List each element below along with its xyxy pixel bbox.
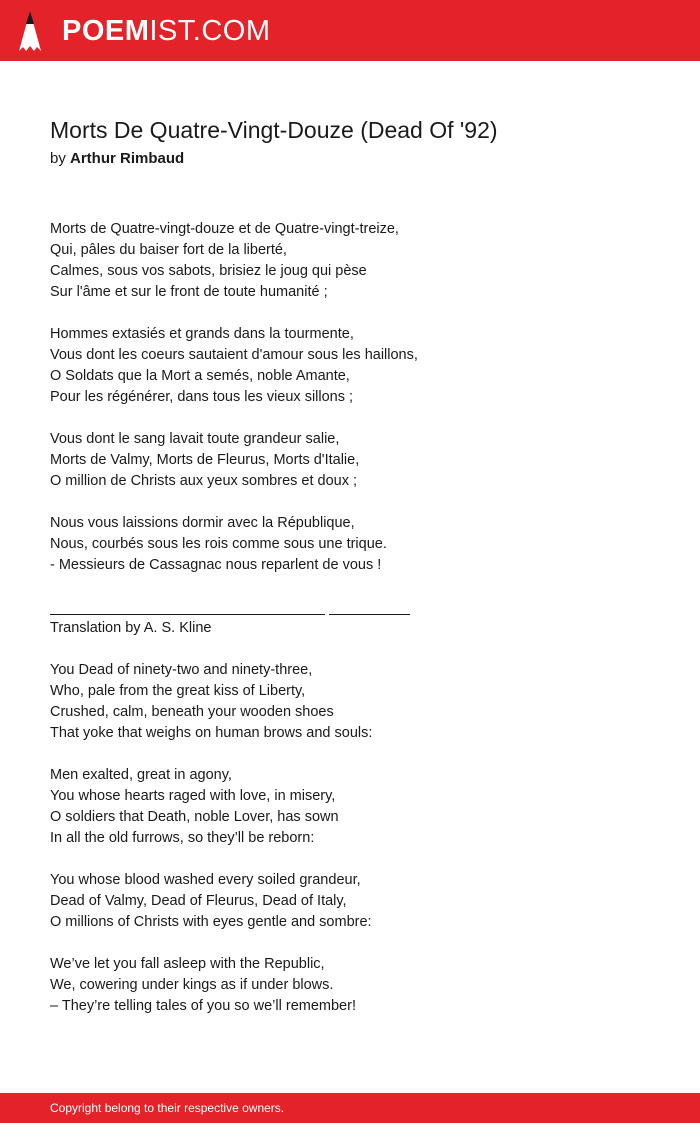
translation-credit: Translation by A. S. Kline: [50, 620, 212, 636]
poem-line: Sur l'âme et sur le front de toute humanité ;: [50, 284, 328, 300]
translation-line: You whose blood washed every soiled grandeur,: [50, 872, 361, 888]
poem-line: Nous vous laissions dormir avec la République,: [50, 515, 355, 531]
translation-section: [50, 618, 650, 1038]
poem-line: Vous dont les coeurs sautaient d'amour sous les haillons,: [50, 347, 418, 363]
poem-stanza: [50, 429, 650, 492]
translation-line: O millions of Christs with eyes gentle and sombre:: [50, 914, 372, 930]
poem-line: Vous dont le sang lavait toute grandeur salie,: [50, 431, 340, 447]
site-logo[interactable]: [18, 10, 271, 52]
translation-stanza: [50, 765, 650, 849]
pencil-tip-icon: [18, 11, 42, 51]
poem-line: O million de Christs aux yeux sombres et doux ;: [50, 473, 358, 489]
site-header: [0, 0, 700, 61]
poem-line: Qui, pâles du baiser fort de la liberté,: [50, 242, 287, 258]
translation-line: – They’re telling tales of you so we’ll remember!: [50, 998, 356, 1014]
site-name-light: IST.COM: [149, 15, 271, 47]
poem-stanza: [50, 513, 650, 576]
poem-line: Hommes extasiés et grands dans la tourmente,: [50, 326, 354, 342]
translation-line: O soldiers that Death, noble Lover, has sown: [50, 809, 339, 825]
translation-line: Dead of Valmy, Dead of Fleurus, Dead of Italy,: [50, 893, 347, 909]
translation-stanza: [50, 660, 650, 744]
translation-body: [50, 660, 650, 1017]
poem-line: Morts de Quatre-vingt-douze et de Quatre-vingt-treize,: [50, 221, 399, 237]
poem-line: Calmes, sous vos sabots, brisiez le joug qui pèse: [50, 263, 367, 279]
copyright-text: Copyright belong to their respective owners.: [50, 1101, 285, 1115]
separator-line-short: [329, 614, 410, 615]
poem-line: O Soldats que la Mort a semés, noble Amante,: [50, 368, 350, 384]
byline: [50, 150, 184, 167]
author-name: Arthur Rimbaud: [70, 150, 185, 167]
translation-line: You Dead of ninety-two and ninety-three,: [50, 662, 313, 678]
translation-line: Crushed, calm, beneath your wooden shoes: [50, 704, 334, 720]
poem-stanza: [50, 219, 650, 303]
translation-line: Who, pale from the great kiss of Liberty,: [50, 683, 306, 699]
site-name-bold: POEM: [62, 15, 150, 47]
translation-line: That yoke that weighs on human brows and souls:: [50, 725, 373, 741]
translation-stanza: [50, 870, 650, 933]
poem-line: Pour les régénérer, dans tous les vieux sillons ;: [50, 389, 354, 405]
poem-line: - Messieurs de Cassagnac nous reparlent de vous !: [50, 557, 382, 573]
poem-body: [50, 219, 650, 597]
poem-line: Morts de Valmy, Morts de Fleurus, Morts d'Italie,: [50, 452, 360, 468]
poem-title: Morts De Quatre-Vingt-Douze (Dead Of '92): [50, 117, 498, 143]
translation-line: In all the old furrows, so they’ll be reborn:: [50, 830, 315, 846]
translation-stanza: [50, 954, 650, 1017]
translation-line: We, cowering under kings as if under blows.: [50, 977, 334, 993]
separator-line: [50, 614, 325, 615]
poem-stanza: [50, 324, 650, 408]
poem-line: Nous, courbés sous les rois comme sous une trique.: [50, 536, 387, 552]
site-footer: [0, 1093, 700, 1123]
site-name: [62, 10, 271, 52]
by-label: by: [50, 150, 66, 167]
translation-line: You whose hearts raged with love, in misery,: [50, 788, 336, 804]
separator: [50, 596, 650, 617]
translation-line: We’ve let you fall asleep with the Republic,: [50, 956, 325, 972]
translation-line: Men exalted, great in agony,: [50, 767, 232, 783]
